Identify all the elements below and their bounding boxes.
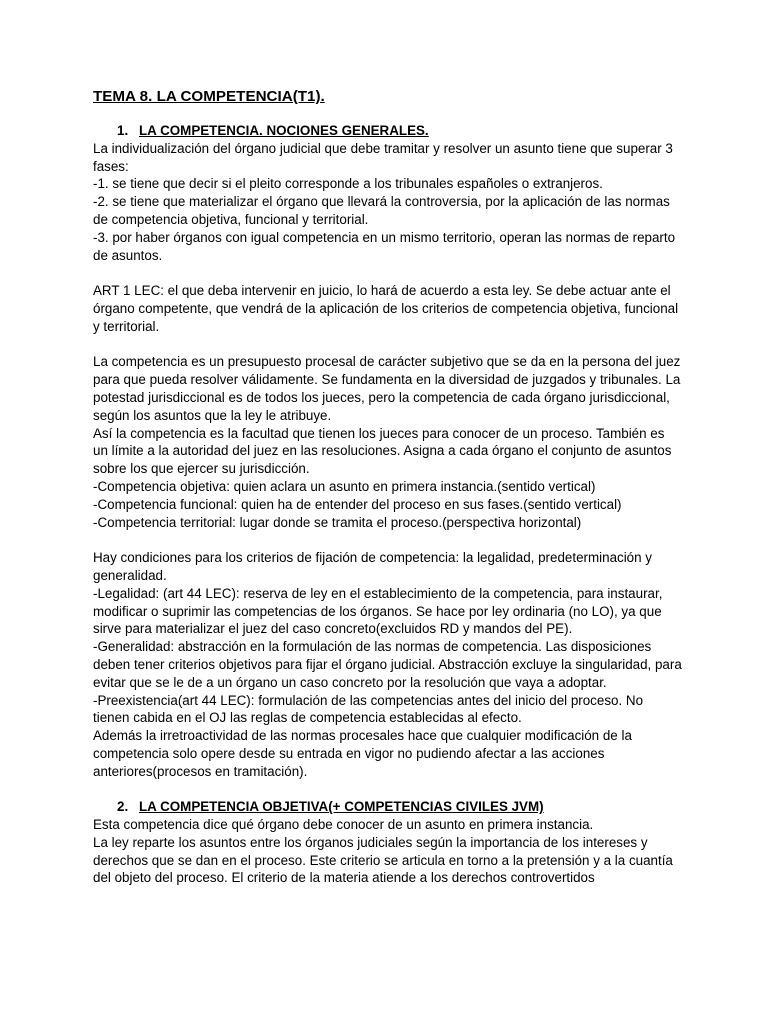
section-2-number: 2. — [117, 799, 129, 815]
section-1-heading — [93, 122, 683, 140]
paragraph-line: -Legalidad: (art 44 LEC): reserva de ley en el establecimiento de la competencia, para instaurar, modificar o suprimir las competencias de los órganos. Se hace por ley ordinaria (no LO), ya que sirve para materializar el juez del caso concreto(excluidos RD y mandos del PE). — [93, 585, 663, 637]
document-title: TEMA 8. LA COMPETENCIA(T1). — [93, 88, 325, 105]
section-2-heading-text: LA COMPETENCIA OBJETIVA(+ COMPETENCIAS CIVILES JVM) — [139, 799, 544, 815]
section-1-paragraph-2 — [93, 282, 683, 335]
section-1-number: 1. — [117, 123, 129, 138]
paragraph-line: Hay condiciones para los criterios de fijación de competencia: la legalidad, predeterminación y generalidad. — [93, 550, 652, 583]
paragraph-line: Esta competencia dice qué órgano debe conocer de un asunto en primera instancia. — [93, 817, 594, 833]
paragraph-line: -Generalidad: abstracción en la formulación de las normas de competencia. Las disposiciones deben tener criterios objetivos para fijar el órgano judicial. Abstracción excluye la singularidad, para evitar que se le de a un órgano un caso concreto por la resolución que vaya a adoptar. — [93, 639, 682, 690]
paragraph-line: ART 1 LEC: el que deba intervenir en juicio, lo hará de acuerdo a esta ley. Se debe actuar ante el órgano competente, que vendrá de la aplicación de los criterios de competencia objetiva, funcional y territorial. — [93, 283, 679, 334]
document-body — [93, 88, 683, 887]
paragraph-line: -Competencia funcional: quien ha de entender del proceso en sus fases.(sentido vertical) — [93, 496, 622, 512]
section-1-paragraph-3 — [93, 353, 683, 531]
paragraph-line: La ley reparte los asuntos entre los órganos judiciales según la importancia de los intereses y derechos que se dan en el proceso. Este criterio se articula en torno a la pretensión y a la cuantía del objeto del proceso. El criterio de la materia atiende a los derechos controvertidos — [93, 834, 673, 886]
paragraph-line: Así la competencia es la facultad que tienen los jueces para conocer de un proceso. También es un límite a la autoridad del juez en las resoluciones. Asigna a cada órgano el conjunto de asuntos sobre los que ejercer su jurisdicción. — [93, 425, 672, 477]
section-1-paragraph-4 — [93, 549, 683, 780]
paragraph-line: -1. se tiene que decir si el pleito corresponde a los tribunales españoles o extranjeros. — [93, 176, 603, 192]
section-2-paragraph-1 — [93, 816, 683, 887]
paragraph-line: -2. se tiene que materializar el órgano que llevará la controversia, por la aplicación de las normas de competencia objetiva, funcional y territorial. — [93, 194, 670, 227]
paragraph-line: -Competencia objetiva: quien aclara un asunto en primera instancia.(sentido vertical) — [93, 478, 596, 494]
section-2-heading — [93, 798, 683, 816]
paragraph-line: La individualización del órgano judicial que debe tramitar y resolver un asunto tiene que superar 3 fases: — [93, 140, 673, 174]
paragraph-line: -Preexistencia(art 44 LEC): formulación de las competencias antes del inicio del proceso. No tienen cabida en el OJ las reglas de competencia establecidas al efecto. — [93, 692, 644, 726]
paragraph-line: La competencia es un presupuesto procesal de carácter subjetivo que se da en la persona del juez para que pueda resolver válidamente. Se fundamenta en la diversidad de juzgados y tribunales. La potestad jurisdiccional es de todos los jueces, pero la competencia de cada órgano jurisdiccional, según los asuntos que la ley le atribuye. — [93, 354, 681, 423]
paragraph-line: Además la irretroactividad de las normas procesales hace que cualquier modificación de la competencia solo opere desde su entrada en vigor no pudiendo afectar a las acciones anteriores(procesos en tramitación). — [93, 728, 632, 779]
section-1-heading-text: LA COMPETENCIA. NOCIONES GENERALES. — [139, 123, 429, 138]
paragraph-line: -Competencia territorial: lugar donde se tramita el proceso.(perspectiva horizontal) — [93, 514, 582, 530]
section-1-paragraph-1 — [93, 140, 683, 265]
paragraph-line: -3. por haber órganos con igual competencia en un mismo territorio, operan las normas de reparto de asuntos. — [93, 229, 676, 263]
